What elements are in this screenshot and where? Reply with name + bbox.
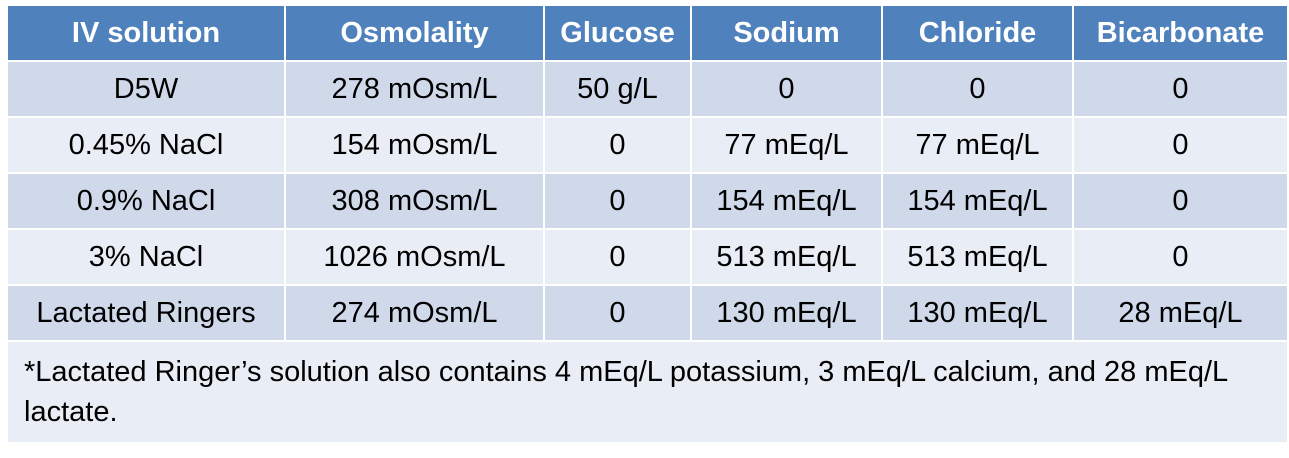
cell-chloride: 130 mEq/L xyxy=(883,286,1072,340)
footnote: *Lactated Ringer’s solution also contains 4 mEq/L potassium, 3 mEq/L calcium, and 28 mEq/L lactate. xyxy=(8,342,1287,442)
iv-solutions-table xyxy=(6,4,1289,444)
table-row xyxy=(8,230,1287,284)
cell-iv-solution: D5W xyxy=(8,62,284,116)
cell-sodium: 513 mEq/L xyxy=(692,230,881,284)
table-row xyxy=(8,118,1287,172)
cell-bicarbonate: 0 xyxy=(1074,230,1287,284)
cell-chloride: 77 mEq/L xyxy=(883,118,1072,172)
cell-osmolality: 278 mOsm/L xyxy=(286,62,543,116)
cell-glucose: 50 g/L xyxy=(545,62,690,116)
cell-chloride: 0 xyxy=(883,62,1072,116)
cell-osmolality: 274 mOsm/L xyxy=(286,286,543,340)
cell-osmolality: 1026 mOsm/L xyxy=(286,230,543,284)
cell-iv-solution: 3% NaCl xyxy=(8,230,284,284)
header-row xyxy=(8,6,1287,60)
header-iv-solution: IV solution xyxy=(8,6,284,60)
cell-sodium: 77 mEq/L xyxy=(692,118,881,172)
cell-glucose: 0 xyxy=(545,230,690,284)
header-sodium: Sodium xyxy=(692,6,881,60)
cell-iv-solution: 0.45% NaCl xyxy=(8,118,284,172)
cell-sodium: 130 mEq/L xyxy=(692,286,881,340)
table-row xyxy=(8,62,1287,116)
table-row xyxy=(8,174,1287,228)
header-bicarbonate: Bicarbonate xyxy=(1074,6,1287,60)
header-chloride: Chloride xyxy=(883,6,1072,60)
cell-glucose: 0 xyxy=(545,118,690,172)
cell-osmolality: 308 mOsm/L xyxy=(286,174,543,228)
cell-bicarbonate: 28 mEq/L xyxy=(1074,286,1287,340)
cell-osmolality: 154 mOsm/L xyxy=(286,118,543,172)
cell-bicarbonate: 0 xyxy=(1074,118,1287,172)
cell-iv-solution: Lactated Ringers xyxy=(8,286,284,340)
cell-chloride: 513 mEq/L xyxy=(883,230,1072,284)
table-row xyxy=(8,286,1287,340)
cell-bicarbonate: 0 xyxy=(1074,174,1287,228)
cell-sodium: 154 mEq/L xyxy=(692,174,881,228)
header-osmolality: Osmolality xyxy=(286,6,543,60)
cell-bicarbonate: 0 xyxy=(1074,62,1287,116)
cell-sodium: 0 xyxy=(692,62,881,116)
cell-glucose: 0 xyxy=(545,286,690,340)
cell-iv-solution: 0.9% NaCl xyxy=(8,174,284,228)
header-glucose: Glucose xyxy=(545,6,690,60)
cell-glucose: 0 xyxy=(545,174,690,228)
footnote-row xyxy=(8,342,1287,442)
cell-chloride: 154 mEq/L xyxy=(883,174,1072,228)
